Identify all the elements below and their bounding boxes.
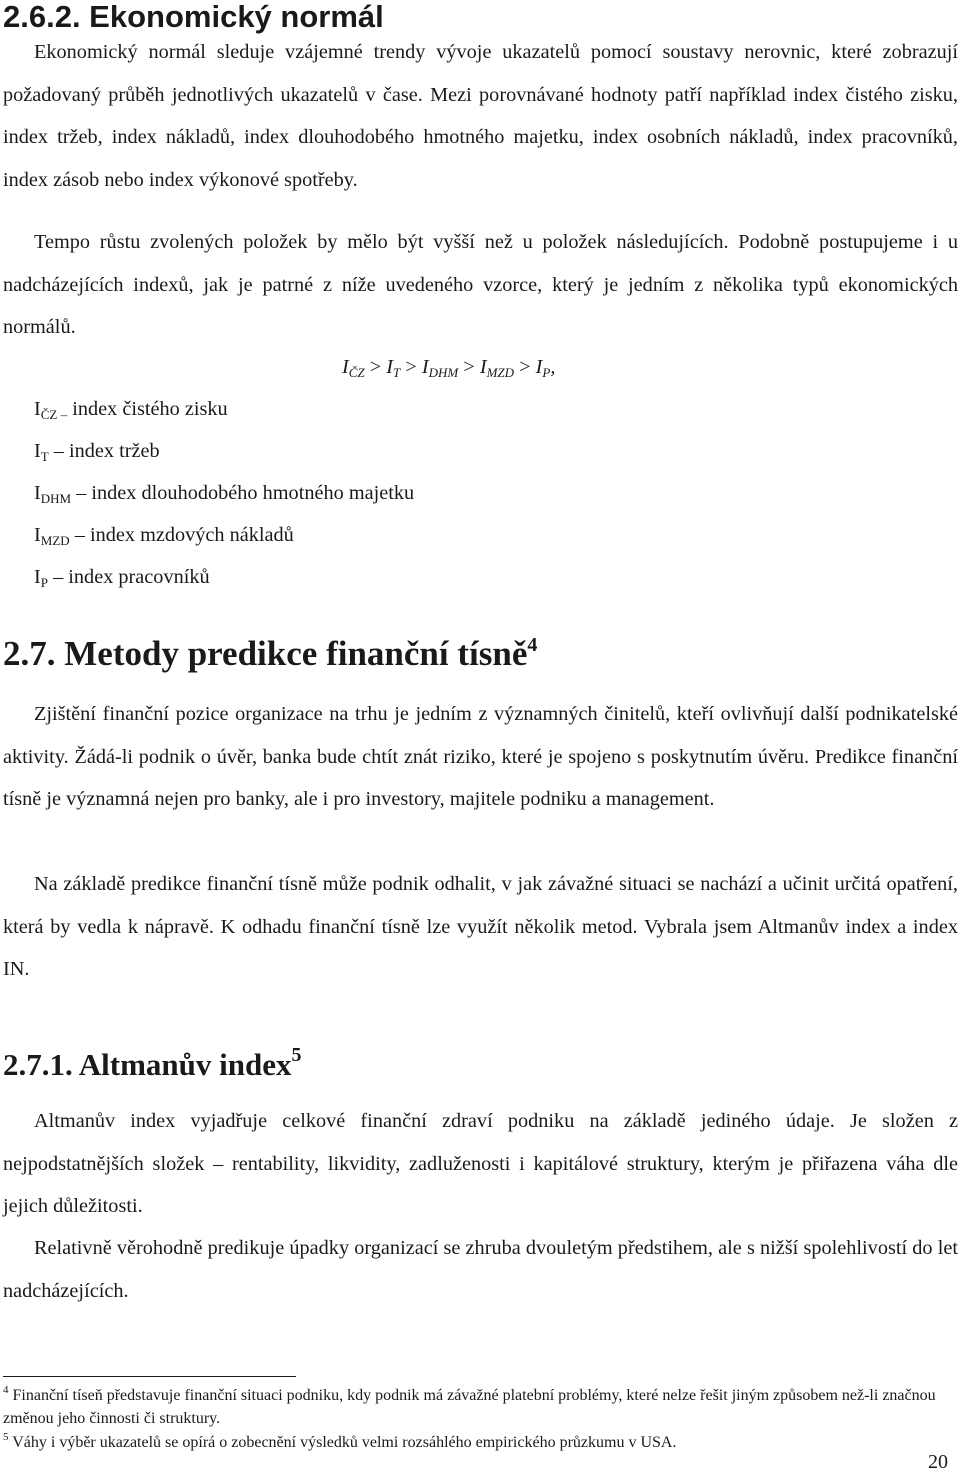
footnote-ref-4[interactable]: 4 xyxy=(527,634,538,656)
paragraph-prediction-methods: Na základě predikce finanční tísně může podnik odhalit, v jak závažné situaci se nachází a učinit určitá opatření, která by vedla k nápravě. K odhadu finanční tísně lze využít několik metod. Vybrala jsem Altmanův index a index IN. xyxy=(3,873,958,980)
paragraph-financial-position: Zjištění finanční pozice organizace na trhu je jedním z významných činitelů, kteří ovlivňují další podnikatelské aktivity. Žádá-li podnik o úvěr, banka bude chtít znát riziko, které je spojeno s poskytnutím úvěru. Predikce finanční tísně je významná nejen pro banky, ale i pro investory, majitele podniku a management. xyxy=(3,703,958,810)
legend-item-mzd: $I_{MZD}$ – index mzdových nákladů xyxy=(34,524,294,548)
section-heading-2-6-2: 2.6.2. Ekonomický normál xyxy=(3,0,384,34)
footnote-separator xyxy=(3,1376,296,1377)
legend-item-p: $I_P$ – index pracovníků xyxy=(34,566,210,590)
page-number: 20 xyxy=(928,1451,948,1473)
legend-item-t: $I_T$ – index tržeb xyxy=(34,440,160,464)
section-heading-2-7: 2.7. Metody predikce finanční tísně$^4$ xyxy=(3,634,538,673)
paragraph-growth-rate: Tempo růstu zvolených položek by mělo být vyšší než u položek následujících. Podobně postupujeme i u nadcházejících indexů, jak je patrné z níže uvedeného vzorce, který je jedním z několika typů ekonomických normálů. xyxy=(3,231,958,338)
paragraph-altman-reliability: Relativně věrohodně predikuje úpadky organizací se zhruba dvouletým předstihem, ale s nižší spolehlivostí do let nadcházejících. xyxy=(3,1237,958,1302)
footnote-5: $^5$ Váhy i výběr ukazatelů se opírá o zobecnění výsledků velmi rozsáhlého empirického průzkumu v USA. xyxy=(3,1431,677,1451)
footnote-ref-5[interactable]: 5 xyxy=(291,1044,302,1066)
legend-item-cz: $I_{ČZ -}$ index čistého zisku xyxy=(34,398,228,422)
paragraph-altman-definition: Altmanův index vyjadřuje celkové finanční zdraví podniku na základě jediného údaje. Je složen z nejpodstatnějších složek – rentability, likvidity, zadluženosti i kapitálové struktury, kterým je přiřazena váha dle jejich důležitosti. xyxy=(3,1110,958,1217)
footnote-4: $^4$ Finanční tíseň představuje finanční situaci podniku, kdy podnik má závažné platební problémy, které nelze řešit jiným způsobem než-li značnou změnou jeho činnosti či struktury. xyxy=(3,1384,936,1427)
paragraph-economic-normal-intro: Ekonomický normál sleduje vzájemné trendy vývoje ukazatelů pomocí soustavy nerovnic, které zobrazují požadovaný průběh jednotlivých ukazatelů v čase. Mezi porovnávané hodnoty patří například index čistého zisku, index tržeb, index nákladů, index dlouhodobého hmotného majetku, index osobních nákladů, index pracovníků, index zásob nebo index výkonové spotřeby. xyxy=(3,41,958,191)
legend-item-dhm: $I_{DHM}$ – index dlouhodobého hmotného majetku xyxy=(34,482,415,506)
section-heading-2-7-1: 2.7.1. Altmanův index$^5$ xyxy=(3,1044,302,1082)
economic-normal-formula: $I_{ČZ} > I_T > I_{DHM} > I_{MZD} > I_P$, xyxy=(342,356,556,380)
